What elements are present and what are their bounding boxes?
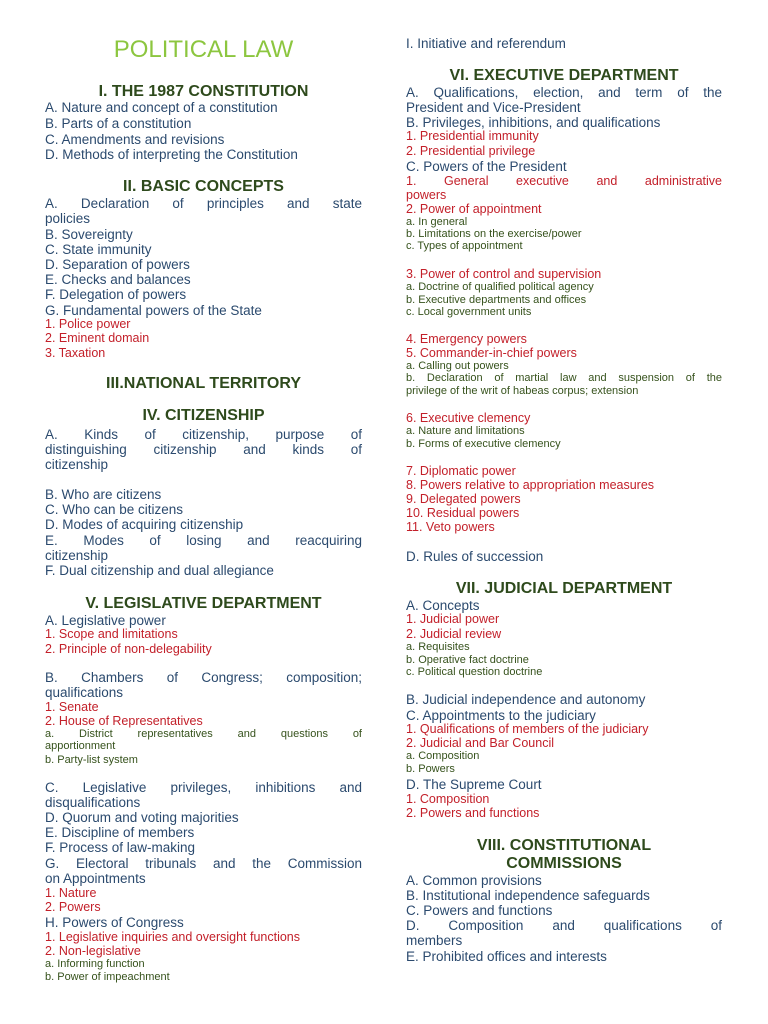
outline-item: a. Informing function [45, 958, 145, 970]
outline-item: E. Prohibited offices and interests [406, 949, 607, 964]
outline-item: A. Qualifications, election, and term of the [406, 85, 722, 100]
section-heading: III.NATIONAL TERRITORY [106, 375, 301, 392]
outline-item: 7. Diplomatic power [406, 464, 516, 478]
outline-item: 2. House of Representatives [45, 714, 203, 728]
outline-item: apportionment [45, 740, 116, 752]
outline-item: a. Calling out powers [406, 360, 509, 372]
outline-item: A. Common provisions [406, 873, 542, 888]
outline-item: H. Powers of Congress [45, 915, 184, 930]
outline-item: b. Operative fact doctrine [406, 654, 529, 666]
outline-item: B. Who are citizens [45, 487, 162, 502]
outline-item: a. District representatives and questions of [45, 728, 362, 740]
outline-item: D. Rules of succession [406, 549, 544, 564]
page-title: POLITICAL LAW [113, 36, 294, 63]
outline-item: c. Types of appointment [406, 240, 523, 252]
outline-item: A. Legislative power [45, 613, 166, 628]
outline-item: President and Vice-President [406, 100, 581, 115]
outline-item: 1. Legislative inquiries and oversight functions [45, 930, 301, 944]
outline-item: B. Chambers of Congress; composition; [45, 670, 362, 685]
outline-item: A. Nature and concept of a constitution [45, 100, 278, 115]
outline-item: G. Electoral tribunals and the Commission [45, 856, 362, 871]
outline-item: 2. Power of appointment [406, 202, 542, 216]
outline-item: 1. Judicial power [406, 612, 500, 626]
outline-item: c. Local government units [406, 306, 532, 318]
section-heading: VII. JUDICIAL DEPARTMENT [455, 580, 673, 597]
outline-item: 1. Senate [45, 700, 99, 714]
outline-item: disqualifications [45, 795, 141, 810]
outline-item: 2. Eminent domain [45, 331, 150, 345]
outline-item: D. Methods of interpreting the Constitution [45, 147, 298, 162]
outline-item: 9. Delegated powers [406, 492, 521, 506]
outline-item: 11. Veto powers [406, 520, 495, 534]
outline-item: b. Declaration of martial law and suspension of the [406, 372, 722, 384]
outline-item: policies [45, 211, 91, 226]
outline-item: 1. Nature [45, 886, 97, 900]
outline-item: C. State immunity [45, 242, 152, 257]
outline-item: citizenship [45, 548, 109, 563]
outline-item: B. Judicial independence and autonomy [406, 692, 646, 707]
outline-item: 2. Judicial review [406, 627, 502, 641]
outline-item: members [406, 933, 463, 948]
outline-item: b. Limitations on the exercise/power [406, 228, 582, 240]
outline-item: b. Powers [406, 763, 455, 775]
outline-item: D. Composition and qualifications of [406, 918, 722, 933]
outline-item: b. Power of impeachment [45, 971, 170, 983]
outline-item: 3. Taxation [45, 346, 106, 360]
outline-item: citizenship [45, 457, 109, 472]
section-heading: IV. CITIZENSHIP [142, 407, 265, 424]
outline-item: 2. Presidential privilege [406, 144, 536, 158]
outline-item: E. Checks and balances [45, 272, 191, 287]
outline-item: 2. Principle of non-delegability [45, 642, 212, 656]
section-heading: V. LEGISLATIVE DEPARTMENT [85, 595, 322, 612]
outline-item: a. In general [406, 216, 468, 228]
outline-item: 8. Powers relative to appropriation measures [406, 478, 655, 492]
outline-item: 1. Presidential immunity [406, 129, 539, 143]
outline-item: 1. General executive and administrative [406, 174, 722, 188]
outline-item: F. Process of law-making [45, 840, 196, 855]
outline-item: 3. Power of control and supervision [406, 267, 602, 281]
outline-item: 4. Emergency powers [406, 332, 527, 346]
outline-item: a. Composition [406, 750, 480, 762]
outline-item: G. Fundamental powers of the State [45, 303, 262, 318]
outline-item: C. Powers and functions [406, 903, 553, 918]
outline-item: B. Privileges, inhibitions, and qualifications [406, 115, 661, 130]
outline-item: A. Kinds of citizenship, purpose of [45, 427, 362, 442]
outline-item: b. Party-list system [45, 754, 138, 766]
outline-item: b. Executive departments and offices [406, 294, 587, 306]
section-heading: VI. EXECUTIVE DEPARTMENT [449, 67, 679, 84]
outline-item: A. Declaration of principles and state [45, 196, 362, 211]
outline-item: B. Parts of a constitution [45, 116, 192, 131]
outline-item: 10. Residual powers [406, 506, 520, 520]
outline-item: D. The Supreme Court [406, 777, 542, 792]
section-heading: II. BASIC CONCEPTS [123, 178, 284, 195]
outline-item: F. Dual citizenship and dual allegiance [45, 563, 274, 578]
outline-item: C. Amendments and revisions [45, 132, 225, 147]
outline-item: distinguishing citizenship and kinds of [45, 442, 362, 457]
outline-item: 2. Non-legislative [45, 944, 141, 958]
outline-item: 2. Powers [45, 900, 101, 914]
outline-item: 6. Executive clemency [406, 411, 531, 425]
section-heading: COMMISSIONS [506, 855, 622, 872]
outline-item: C. Legislative privileges, inhibitions and [45, 780, 362, 795]
outline-item: 1. Police power [45, 317, 131, 331]
outline-item: powers [406, 188, 447, 202]
outline-item: qualifications [45, 685, 124, 700]
outline-item: 5. Commander-in-chief powers [406, 346, 577, 360]
section-heading: VIII. CONSTITUTIONAL [476, 837, 652, 854]
outline-item: E. Discipline of members [45, 825, 195, 840]
outline-item: a. Nature and limitations [406, 425, 525, 437]
outline-item: B. Institutional independence safeguards [406, 888, 650, 903]
outline-item: 1. Composition [406, 792, 490, 806]
section-heading: I. THE 1987 CONSTITUTION [98, 83, 309, 100]
outline-item: 2. Judicial and Bar Council [406, 736, 554, 750]
outline-item: D. Quorum and voting majorities [45, 810, 239, 825]
outline-item: a. Doctrine of qualified political agency [406, 281, 594, 293]
outline-item: F. Delegation of powers [45, 287, 187, 302]
outline-item: on Appointments [45, 871, 146, 886]
outline-item: 1. Scope and limitations [45, 627, 178, 641]
outline-item: E. Modes of losing and reacquiring [45, 533, 362, 548]
outline-item: C. Powers of the President [406, 159, 567, 174]
outline-item: B. Sovereignty [45, 227, 133, 242]
outline-item: 2. Powers and functions [406, 806, 540, 820]
outline-item: b. Forms of executive clemency [406, 438, 561, 450]
outline-item: A. Concepts [406, 598, 480, 613]
outline-item: privilege of the writ of habeas corpus; extension [406, 385, 639, 397]
outline-item: c. Political question doctrine [406, 666, 543, 678]
outline-item: C. Who can be citizens [45, 502, 184, 517]
outline-item: a. Requisites [406, 641, 470, 653]
outline-item: C. Appointments to the judiciary [406, 708, 596, 723]
outline-item: 1. Qualifications of members of the judiciary [406, 722, 649, 736]
outline-item: I. Initiative and referendum [406, 36, 566, 51]
outline-item: D. Separation of powers [45, 257, 190, 272]
outline-item: D. Modes of acquiring citizenship [45, 517, 244, 532]
